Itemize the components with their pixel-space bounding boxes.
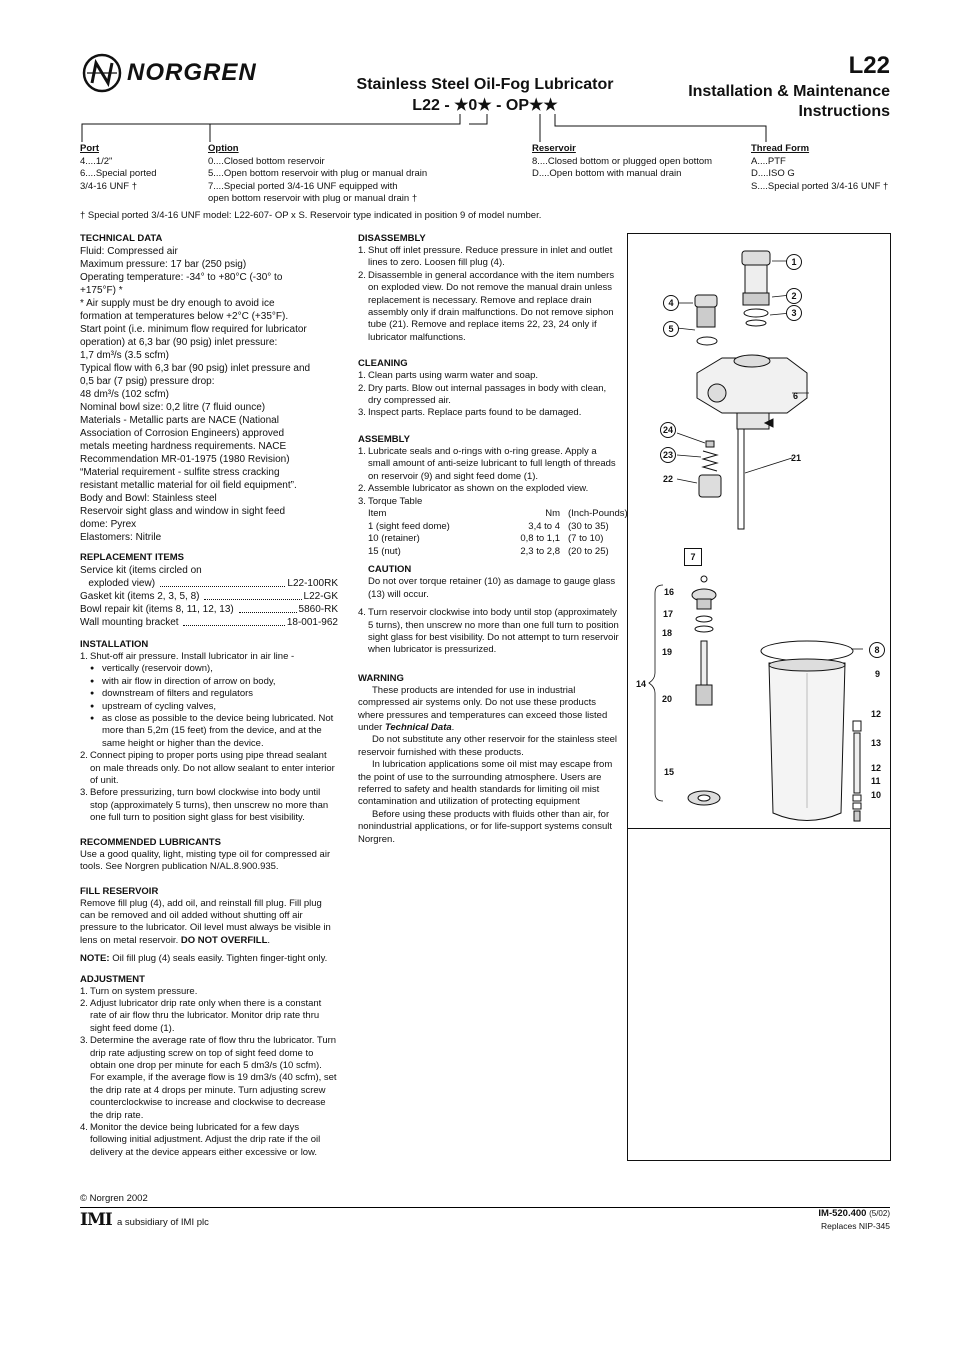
port-heading: Port [80,143,99,154]
label-7-box [684,548,702,566]
torque-header-item: Item [368,507,387,519]
label-12a: 12 [871,709,882,719]
warning-technical-data: Technical Data [384,721,452,733]
model-number: L22 [848,52,890,79]
label-22: 22 [663,474,674,484]
leader-dots [204,590,301,600]
torque-rows [358,521,620,559]
replacement-row [80,590,338,603]
cleaning-step [358,370,620,382]
replacement-row [80,616,338,629]
thread-heading: Thread Form [751,143,810,154]
warning-p3: In lubrication applications some oil mist may escape from the point of use to the surrounding atmosphere. Users are referred to safety and health standards for limiting oil mist contamination and utilization of protecting equipment [358,759,613,808]
disassembly-step [358,270,620,344]
torque-cell: 2,3 to 2,8 [520,545,560,557]
cleaning-step-text: Clean parts using warm water and soap. [368,370,539,382]
callout-5: 5 [663,321,679,337]
warning-heading: WARNING [358,672,404,684]
replacement-label: Wall mounting bracket [80,617,182,628]
adjustment-heading: ADJUSTMENT [80,973,145,985]
disassembly-step-number: 2. [358,269,366,281]
leader-dots [239,603,297,613]
leader-dots [160,577,286,587]
adjustment-step-text: Turn on system pressure. [90,985,198,997]
replacement-part-number: L22-100RK [287,578,338,589]
port-lines: 4....1/2" 6....Special ported 3/4-16 UNF † [80,155,157,192]
label-7: 7 [690,552,696,562]
callout-8: 8 [869,642,885,658]
doc-title-line1: Installation & Maintenance [688,83,890,100]
doc-title-line2: Instructions [798,103,890,120]
adjustment-step-text: Adjust lubricator drip rate only when there is a constant rate of air flow thru the lubricator. Monitor drip rate thru sight feed dome (1). [90,997,322,1034]
leader-dots [183,616,285,626]
disassembly-heading: DISASSEMBLY [358,233,426,244]
footer-rule [80,1207,890,1208]
torque-cell: (30 to 35) [568,520,609,532]
reservoir-heading: Reservoir [532,143,576,154]
cleaning-step-text: Dry parts. Blow out internal passages in body with clean, dry compressed air. [368,382,607,407]
replacement-intro: Service kit (items circled on [80,565,202,576]
doc-date: (5/02) [869,1209,890,1218]
cleaning-step-number: 2. [358,382,366,394]
torque-header-nm: Nm [545,507,560,519]
installation-bullet: ● as close as possible to the device being lubricated. Not more than 5,2m (15 feet) from the device, and at the same height or higher than the device. [88,713,338,750]
assembly-step-text: Torque Table [368,495,423,507]
adjustment-step-number: 3. [80,1035,88,1047]
label-6: 6 [793,391,799,401]
label-11: 11 [871,776,881,786]
torque-cell: 10 (retainer) [368,533,420,545]
option-heading: Option [208,143,239,154]
replacement-list [80,577,338,629]
replacement-label: Gasket kit (items 2, 3, 5, 8) [80,591,203,602]
label-9: 9 [875,669,881,679]
callout-3: 3 [786,305,802,321]
label-21: 21 [791,453,802,463]
label-16: 16 [664,587,675,597]
replacement-part-number: L22-GK [303,591,338,602]
assembly-step-text: Lubricate seals and o-rings with o-ring grease. Apply a small amount of anti-seize lubricant to full length of threads on reservoir (9) and sight feed dome (1). [368,445,616,482]
torque-cell: 3,4 to 4 [528,520,560,532]
assembly-step [358,496,620,508]
callout-1: 1 [786,254,802,270]
torque-cell: (7 to 10) [568,533,604,545]
thread-lines: A....PTF D....ISO G S....Special ported 3/4-16 UNF † [751,155,889,192]
label-15: 15 [664,767,675,777]
left-column: TECHNICAL DATA Fluid: Compressed air Maximum pressure: 17 bar (250 psig) Operating temperature: -34° to +80°C (-30° to +175°F) * * Air supply must be dry enough to avoid ice formation at temperatures below +2°C (+35°F). Start point (i.e. minimum flow required for lubricator operation) at 6,3 bar (90 psig) inlet pressure: 1,7 dm³/s (3.5 scfm) Typical flow with 6,3 bar (90 psig) inlet pressure and 0,5 bar (7 psig) pressure drop: 48 dm³/s (102 scfm) Nominal bowl size: 0,2 litre (7 fluid ounce) Materials - Metallic parts are NACE (National Association of Corrosion Engineers) approved metals meeting hardness requirements. NACE Recommendation MR-01-1975 (1980 Revision) “Material requirement - sulfite stress cracking resistant metallic material for oil field equipment”. Body and Bowl: Stainless steel Reservoir sight glass and window in sight feed dome: Pyrex Elastomers: Nitrile REPLACEMENT ITEMS Service kit (items circled on exploded view) L22-100RK Gasket kit (items 2, 3, 5, 8) L22-GK Bowl repair kit (items 8, 11, 12, 13) 5860-RK Wall mounting bracket 18-001-962 INSTALLATION 1. Shut-off air pressure. Install lubricator in air line - ● vertically (reservoir down), ● with air flow in direction of arrow on body, ● downstream of filters and regulators ● upstream of cycling valves, ● as close as possible to the device being lubricated. Not more than 5,2m (15 feet) from the device, and at the same height or higher than the device. 2. Connect piping to proper ports using pipe thread sealant on male threads only. Do not allow sealant to enter interior of unit. 3. Before pressurizing, turn bowl clockwise into body until stop (approximately 5 turns), then unscrew no more than one full turn to position sight glass for best visibility. RECOMMENDED LUBRICANTS Use a good quality, light, misting type oil for compressed air tools. See Norgren publication N/AL.8.900.935. FILL RESERVOIR Remove fill plug (4), add oil, and reinstall fill plug. Fill plug can be removed and oil added without shutting off air pressure to the lubricator. Oil level must always be visible in lens on metal reservoir. DO NOT OVERFILL. NOTE: Oil fill plug (4) seals easily. Tighten finger-tight only. ADJUSTMENT 1. Turn on system pressure. 2. Adjust lubricator drip rate only when there is a constant rate of air flow thru the lubricator. Monitor drip rate thru sight feed dome (1). 3. Determine the average rate of flow thru the lubricator. Turn drip rate adjusting screw on top of sight feed dome to obtain one drop per minute for each 5 dm3/s (10 scfm). For example, if the average flow is 19 dm3/s (40 scfm), set the drip rate at 4 drops per minute. Turn adjusting screw counterclockwise to increase and clockwise to decrease the drip rate. 4. Monitor the device being lubricated for a few days following initial adjustment. Adjust the drip rate if the oil delivery at the device appears either excessive or low. [80,233,338,1159]
special-port-footnote: † Special ported 3/4-16 UNF model: L22-607- OP x S. Reservoir type indicated in position 9 of model number. [80,210,542,221]
option-options [208,143,508,206]
torque-row [368,521,620,534]
subsidiary-text: a subsidiary of IMI plc [117,1217,209,1228]
replacement-row [80,603,338,616]
torque-cell: 0,8 to 1,1 [520,533,560,545]
cleaning-step [358,407,620,419]
adjustment-steps [80,986,338,1160]
adjustment-step [80,998,338,1035]
warning-p1: These products are intended for use in industrial compressed air systems only. Do not use these products where pressures and temperatures can exceed those listed under Technical Data. [358,684,608,733]
model-code: L22 - ★0★ - OP★★ [412,97,558,114]
disassembly-step [358,245,620,270]
label-19: 19 [662,647,673,657]
reservoir-options [532,143,742,181]
torque-cell: 1 (sight feed dome) [368,520,450,532]
fill-body: Remove fill plug (4), add oil, and reinstall fill plug. Fill plug can be removed and oil added without shutting off air pressure to the lubricator. Oil level must always be visible in lens on metal reservoir. DO NOT OVERFILL. [80,897,331,946]
assembly-step-number: 2. [358,483,366,495]
label-13: 13 [871,738,882,748]
adjustment-step-number: 1. [80,985,88,997]
installation-step2: Connect piping to proper ports using pipe thread sealant on male threads only. Do not allow sealant to enter interior of unit. [90,750,335,787]
label-17: 17 [663,609,674,619]
assembly-heading: ASSEMBLY [358,433,410,445]
torque-row [368,546,620,559]
label-14: 14 [636,679,647,689]
installation-bullets [80,663,338,750]
brand-name: NORGREN [127,59,257,86]
assembly-step4: Turn reservoir clockwise into body until stop (approximately 5 turns), then unscrew no more than one full turn to position sight glass for best visibility. Do not attempt to turn reservoir when lubricator is pressurized. [368,607,619,656]
installation-bullet: ● downstream of filters and regulators [88,688,338,700]
assembly-step-number: 3. [358,495,366,507]
technical-body: Fluid: Compressed air Maximum pressure: 17 bar (250 psig) Operating temperature: -34° to +80°C (-30° to +175°F) * * Air supply must be dry enough to avoid ice formation at temperatures below +2°C (+35°F). Start point (i.e. minimum flow required for lubricator operation) at 6,3 bar (90 psig) inlet pressure: 1,7 dm³/s (3.5 scfm) Typical flow with 6,3 bar (90 psig) inlet pressure and 0,5 bar (7 psig) pressure drop: 48 dm³/s (102 scfm) Nominal bowl size: 0,2 litre (7 fluid ounce) Materials - Metallic parts are NACE (National Association of Corrosion Engineers) approved metals meeting hardness requirements. NACE Recommendation MR-01-1975 (1980 Revision) “Material requirement - sulfite stress cracking resistant metallic material for oil field equipment”. Body and Bowl: Stainless steel Reservoir sight glass and window in sight feed dome: Pyrex Elastomers: Nitrile [80,246,311,543]
installation-step3: Before pressurizing, turn bowl clockwise into body until stop (approximately 5 turns), then unscrew no more than one full turn to position sight glass for best visibility. [90,787,329,824]
cleaning-step-text: Inspect parts. Replace parts found to be damaged. [368,407,582,419]
fill-warning: DO NOT OVERFILL [180,934,268,946]
torque-cell: 15 (nut) [368,545,401,557]
adjustment-step-text: Determine the average rate of flow thru the lubricator. Turn drip rate adjusting screw on top of sight feed dome to obtain one drop per minute for each 5 dm3/s (10 scfm). For example, if the average flow is 19 dm3/s (40 scfm), set the drip rate at 4 drops per minute. Turn adjusting screw counterclockwise to increase and clockwise to decrease the drip rate. [90,1035,337,1121]
cleaning-heading: CLEANING [358,358,408,370]
replacement-part-number: 5860-RK [298,604,338,615]
fill-note-label: NOTE: [80,953,110,965]
torque-row [368,533,620,546]
adjustment-step-number: 4. [80,1122,88,1133]
replacement-heading: REPLACEMENT ITEMS [80,552,184,563]
label-20: 20 [662,694,673,704]
lubricants-heading: RECOMMENDED LUBRICANTS [80,836,221,848]
disassembly-steps [358,245,620,344]
assembly-step-number: 1. [358,445,366,457]
fill-heading: FILL RESERVOIR [80,885,159,897]
cleaning-step-number: 3. [358,407,366,419]
cleaning-steps [358,370,620,420]
label-10: 10 [871,790,882,800]
assembly-steps [358,446,620,508]
callout-23: 23 [660,447,676,463]
fill-note [80,953,338,965]
warning-p4: Before using these products with fluids other than air, for nonindustrial applications, or for life-support systems consult Norgren. [358,808,612,845]
callout-2: 2 [786,288,802,304]
assembly-step-text: Assemble lubricator as shown on the exploded view. [368,483,589,495]
adjustment-step [80,1122,338,1159]
callout-24: 24 [660,422,676,438]
warning-p2: Do not substitute any other reservoir for the stainless steel reservoir furnished with these products. [358,734,618,758]
torque-table [358,507,628,521]
adjustment-step [80,1035,338,1122]
cleaning-step [358,383,620,408]
disassembly-step-text: Shut off inlet pressure. Reduce pressure in inlet and outlet lines to zero. Loosen fill plug (4). [368,245,613,269]
assembly-step [358,483,620,495]
reservoir-lines: 8....Closed bottom or plugged open bottom D....Open bottom with manual drain [532,155,713,180]
callout-4: 4 [663,295,679,311]
adjustment-step-text: Monitor the device being lubricated for a few days following initial adjustment. Adjust the drip rate if the oil delivery at the device appears either excessive or low. [90,1122,321,1158]
replacement-part-number: 18-001-962 [286,617,338,628]
replacement-label: Bowl repair kit (items 8, 11, 12, 13) [80,604,237,615]
doc-number-block [818,1208,890,1232]
installation-heading: INSTALLATION [80,639,149,650]
caution-text: Do not over torque retainer (10) as damage to gauge glass (13) will occur. [368,576,616,600]
technical-heading: TECHNICAL DATA [80,233,163,244]
torque-header-inlb: (Inch-Pounds) [568,507,628,519]
middle-column: DISASSEMBLY 1. Shut off inlet pressure. Reduce pressure in inlet and outlet lines to zero. Loosen fill plug (4). 2. Disassemble in general accordance with the item numbers on exploded view. Do not remove the manual drain unless replacement is necessary. Remove and replace drain assembly only if drain malfunctions. Do not remove siphon tube (21). Remove and replace items 22, 23, 24 only if lubricator malfunctions. CLEANING 1. Clean parts using warm water and soap. 2. Dry parts. Blow out internal passages in body with clean, dry compressed air. 3. Inspect parts. Replace parts found to be damaged. ASSEMBLY 1. Lubricate seals and o-rings with o-ring grease. Apply a small amount of anti-seize lubricant to full length of threads on reservoir (9) and sight feed dome (1). 2. Assemble lubricator as shown on the exploded view. 3. Torque Table Item Nm (Inch-Pounds) 1 (sight feed dome) 3,4 to 4 (30 to 35) 10 (retainer) 0,8 to 1,1 (7 to 10) 15 (nut) 2,3 to 2,8 (20 to 25) CAUTION Do not over torque retainer (10) as damage to gauge glass (13) will occur. 4. Turn reservoir clockwise into body until stop (approximately 5 turns), then unscrew no more than one full turn to position sight glass for best visibility. Do not attempt to turn reservoir when lubricator is pressurized. WARNING These products are intended for use in industrial compressed air systems only. Do not use these products where pressures and temperatures can exceed those listed under Technical Data. Do not substitute any other reservoir for the stainless steel reservoir furnished with these products. In lubrication applications some oil mist may escape from the point of use to the surrounding atmosphere. Users are referred to safety and health standards for limiting oil mist contamination and utilization of protecting equipment Before using these products with fluids other than air, for nonindustrial applications, or for life-support systems consult Norgren. [358,233,620,846]
doc-number: IM-520.400 [818,1208,867,1219]
installation-bullet: ● vertically (reservoir down), [88,663,338,675]
fill-text: Remove fill plug (4), add oil, and reinstall fill plug. Fill plug can be removed and oil added without shutting off air pressure to the lubricator. Oil level must always be visible in lens on metal reservoir. [80,897,331,946]
disassembly-step-number: 1. [358,245,366,256]
replacement-label: exploded view) [80,578,158,589]
installation-step1: Shut-off air pressure. Install lubricator in air line - [90,651,295,662]
installation-bullet: ● with air flow in direction of arrow on body, [88,676,338,688]
cleaning-step-number: 1. [358,370,366,382]
imi-logo: IMI [80,1210,112,1230]
caution-heading: CAUTION [368,564,412,576]
model-code-connectors [0,0,954,160]
replacement-row [80,577,338,590]
port-options [80,143,200,193]
copyright: © Norgren 2002 [80,1193,148,1204]
installation-bullet: ● upstream of cycling valves, [88,701,338,713]
label-18: 18 [662,628,673,638]
replaces-text: Replaces NIP-345 [821,1221,890,1231]
adjustment-step-number: 2. [80,997,88,1009]
label-12b: 12 [871,763,882,773]
torque-cell: (20 to 25) [568,545,609,557]
fill-note-text: Oil fill plug (4) seals easily. Tighten finger-tight only. [109,953,328,965]
warning-p1-text: These products are intended for use in industrial compressed air systems only. Do not use these products where pressures and temperatures can exceed those listed under [358,684,608,733]
lubricants-body: Use a good quality, light, misting type oil for compressed air tools. See Norgren publication N/AL.8.900.935. [80,848,331,873]
option-lines: 0....Closed bottom reservoir 5....Open bottom reservoir with plug or manual drain 7....Special ported 3/4-16 UNF equipped with open bottom reservoir with plug or manual drain † [208,155,428,205]
product-title: Stainless Steel Oil-Fog Lubricator [356,76,614,93]
disassembly-step-text: Disassemble in general accordance with the item numbers on exploded view. Do not remove the manual drain unless replacement is necessary. Remove and replace drain assembly only if drain malfunctions. Do not remove siphon tube (21). Remove and replace items 22, 23, 24 only if lubricator malfunctions. [368,269,615,343]
thread-options [751,143,901,193]
adjustment-step [80,986,338,998]
assembly-step [358,446,620,483]
